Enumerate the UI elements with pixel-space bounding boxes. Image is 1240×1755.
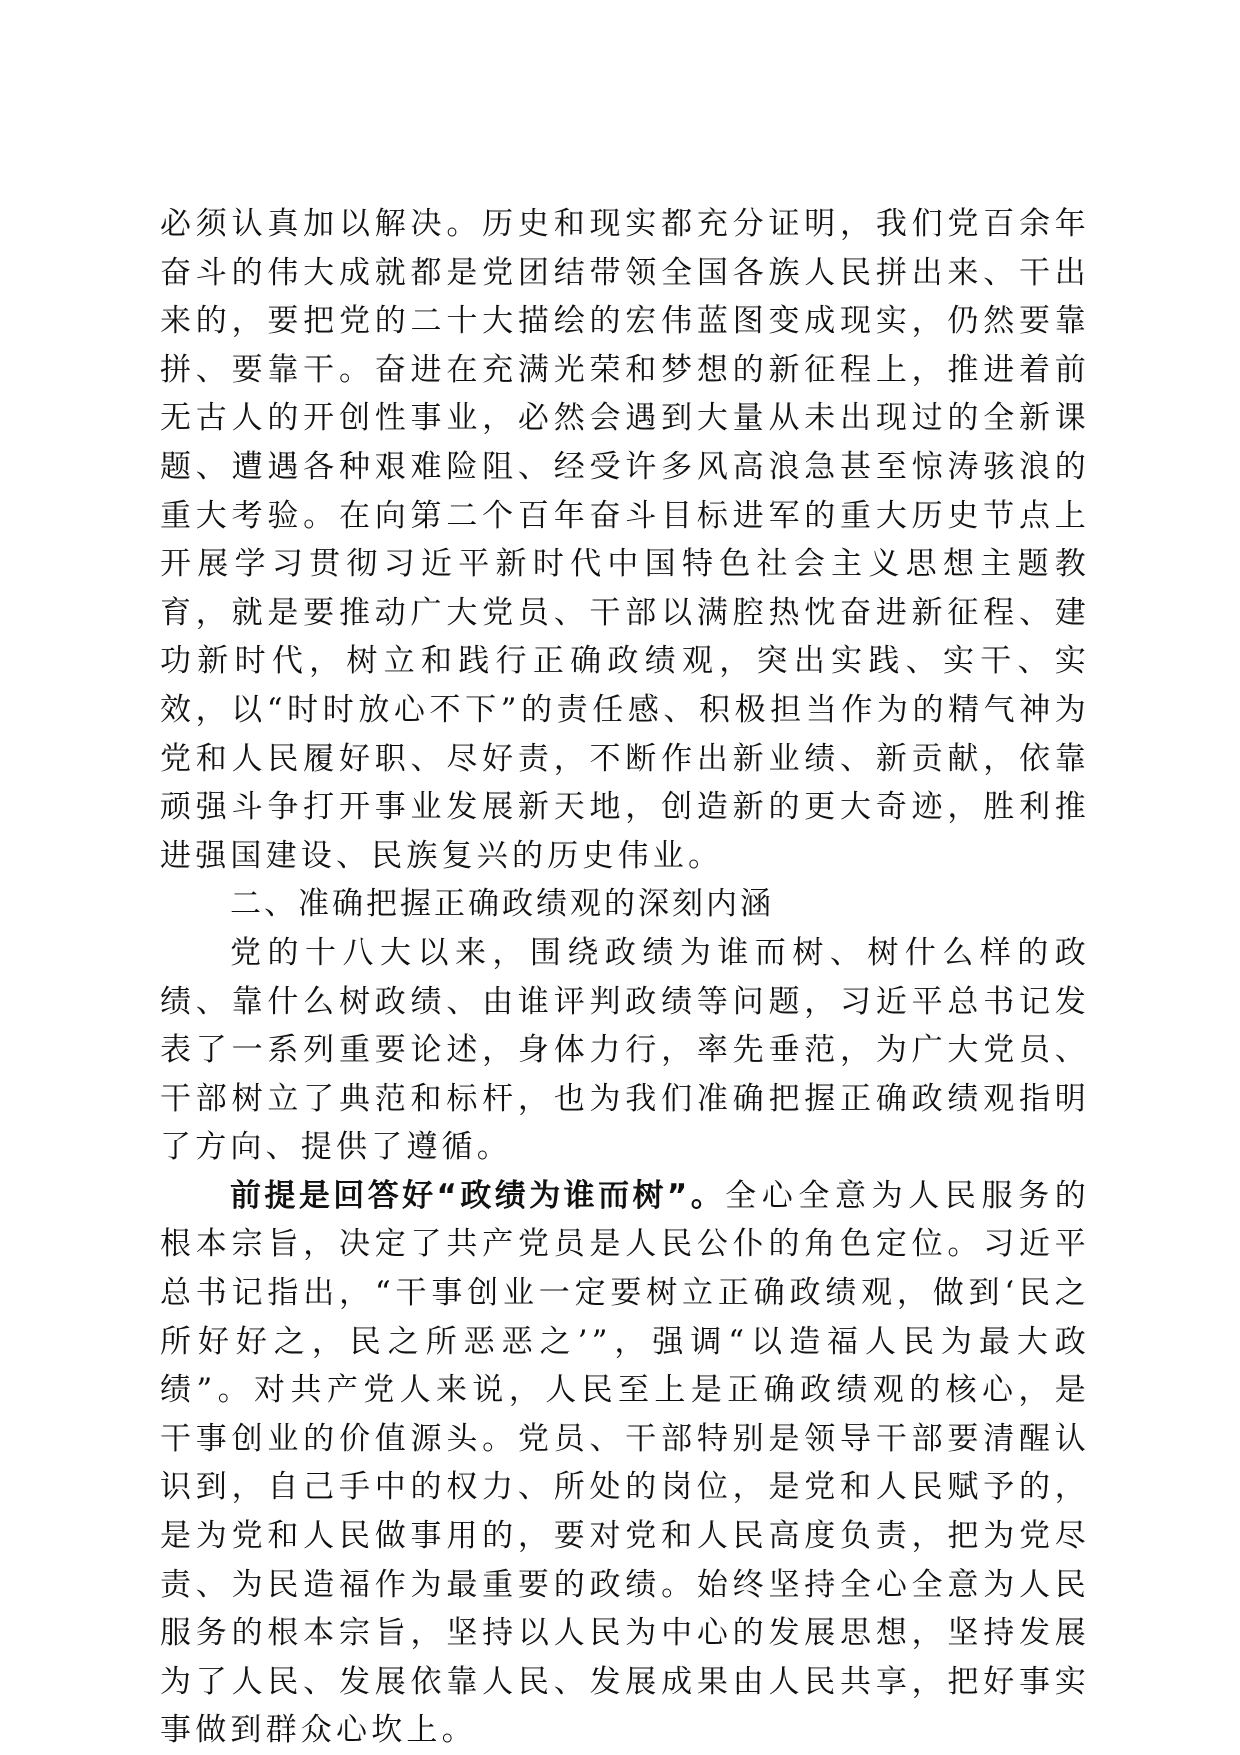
section-intro-paragraph: 党的十八大以来，围绕政绩为谁而树、树什么样的政绩、靠什么树政绩、由谁评判政绩等问题，习近平总书记发表了一系列重要论述，身体力行，率先垂范，为广大党员、干部树立了典范和标杆，也为我们准确把握正确政绩观指明了方向、提供了遵循。 (160, 934, 1090, 1166)
document-page (160, 200, 1090, 1755)
section-heading: 二、准确把握正确政绩观的深刻内涵 (230, 886, 774, 923)
point-one-body: 全心全意为人民服务的根本宗旨，决定了共产党员是人民公仆的角色定位。习近平总书记指出，“干事创业一定要树立正确政绩观，做到‘民之所好好之，民之所恶恶之’”，强调“以造福人民为最大政绩”。对共产党人来说，人民至上是正确政绩观的核心，是干事创业的价值源头。党员、干部特别是领导干部要清醒认识到，自己手中的权力、所处的岗位，是党和人民赋予的，是为党和人民做事用的，要对党和人民高度负责，把为党尽责、为民造福作为最重要的政绩。始终坚持全心全意为人民服务的根本宗旨，坚持以人民为中心的发展思想，坚持发展为了人民、发展依靠人民、发展成果由人民共享，把好事实事做到群众心坎上。 (160, 1177, 1090, 1749)
point-one-lead: 前提是回答好“政绩为谁而树”。 (230, 1177, 726, 1214)
point-one-paragraph (160, 1172, 1090, 1755)
continued-paragraph: 必须认真加以解决。历史和现实都充分证明，我们党百余年奋斗的伟大成就都是党团结带领全国各族人民拼出来、干出来的，要把党的二十大描绘的宏伟蓝图变成现实，仍然要靠拼、要靠干。奋进在充满光荣和梦想的新征程上，推进着前无古人的开创性事业，必然会遇到大量从未出现过的全新课题、遭遇各种艰难险阻、经受许多风高浪急甚至惊涛骇浪的重大考验。在向第二个百年奋斗目标进军的重大历史节点上开展学习贯彻习近平新时代中国特色社会主义思想主题教育，就是要推动广大党员、干部以满腔热忱奋进新征程、建功新时代，树立和践行正确政绩观，突出实践、实干、实效，以“时时放心不下”的责任感、积极担当作为的精气神为党和人民履好职、尽好责，不断作出新业绩、新贡献，依靠顽强斗争打开事业发展新天地，创造新的更大奇迹，胜利推进强国建设、民族复兴的历史伟业。 (160, 206, 1090, 874)
